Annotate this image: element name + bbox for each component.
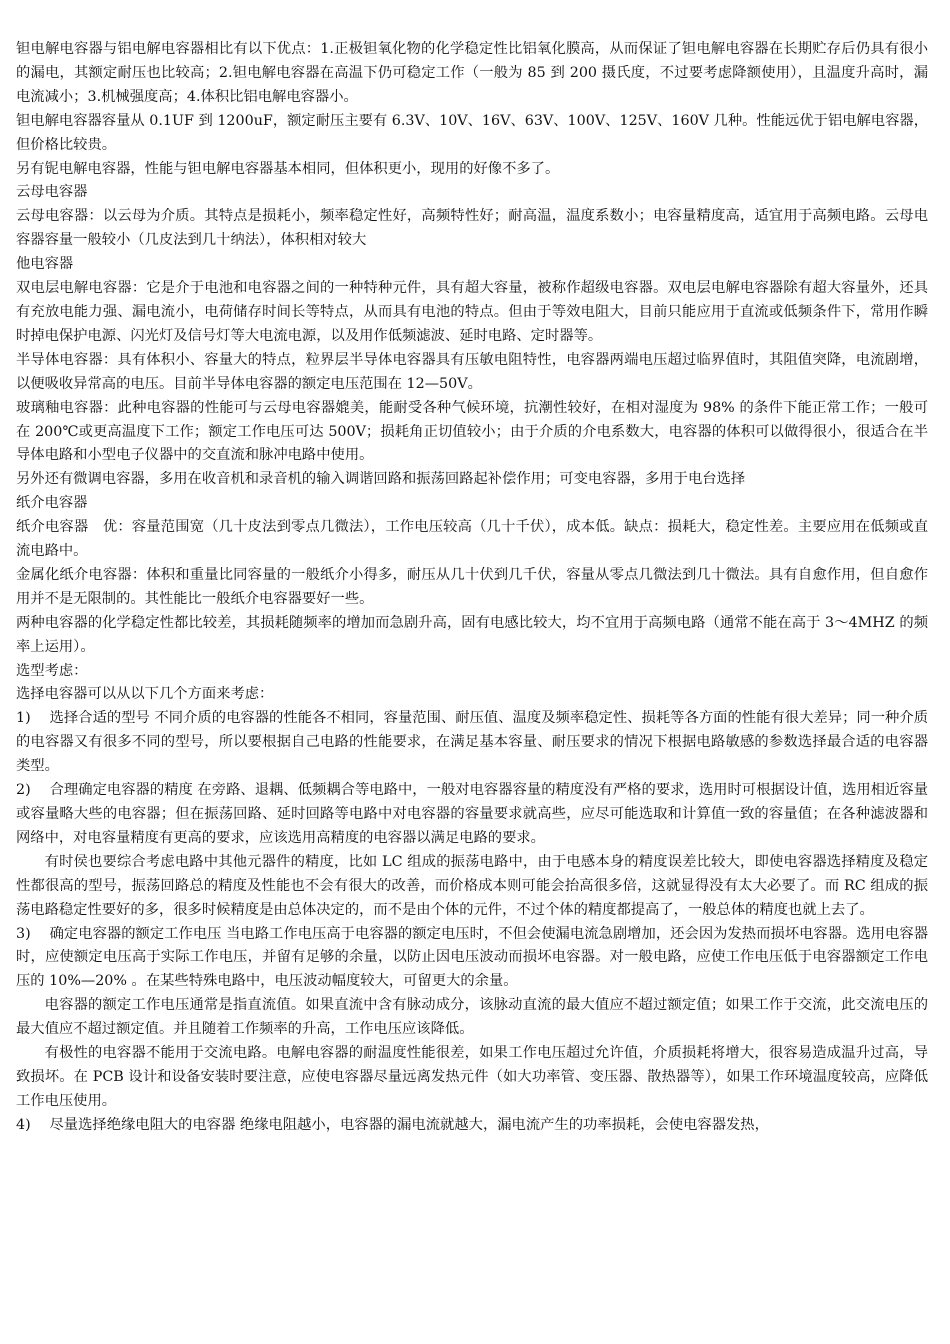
paragraph: 双电层电解电容器：它是介于电池和电容器之间的一种特种元件，具有超大容量，被称作超级电容器。双电层电解电容器除有超大容量外，还具有充放电能力强、漏电流小，电荷储存时间长等特点，从而具有电池的特点。但由于等效电阻大，目前只能应用于直流或低频条件下，常用作瞬时掉电保护电源、闪光灯及信号灯等大电流电源，以及用作低频滤波、延时电路、定时器等。 bbox=[16, 280, 928, 344]
paragraph: 有极性的电容器不能用于交流电路。电解电容器的耐温度性能很差，如果工作电压超过允许值，介质损耗将增大，很容易造成温升过高，导致损坏。在 PCB 设计和设备安装时要注意，应使电容器尽量远离发热元件（如大功率管、变压器、散热器等），如果工作环境温度较高，应降低工作电压使用。 bbox=[16, 1045, 928, 1109]
paragraph: 钽电解电容器与铝电解电容器相比有以下优点：1.正极钽氧化物的化学稳定性比铝氧化膜高，从而保证了钽电解电容器在长期贮存后仍具有很小的漏电，其额定耐压也比较高；2.钽电解电容器在高温下仍可稳定工作（一般为 85 到 200 摄氏度，不过要考虑降额使用），且温度升高时，漏电流减小；3.机械强度高；4.体积比铝电解电容器小。 bbox=[16, 41, 928, 105]
paragraph: 纸介电容器 优：容量范围宽（几十皮法到零点几微法），工作电压较高（几十千伏），成本低。缺点：损耗大，稳定性差。主要应用在低频或直流电路中。 bbox=[16, 519, 928, 560]
paragraph: 另外还有微调电容器，多用在收音机和录音机的输入调谐回路和振荡回路起补偿作用；可变电容器，多用于电台选择 bbox=[16, 471, 746, 488]
paragraph: 1) 选择合适的型号 不同介质的电容器的性能各不相同，容量范围、耐压值、温度及频率稳定性、损耗等各方面的性能有很大差异；同一种介质的电容器又有很多不同的型号，所以要根据自己电路的性能要求，在满足基本容量、耐压要求的情况下根据电路敏感的参数选择最合适的电容器类型。 bbox=[16, 710, 928, 775]
paragraph: 两种电容器的化学稳定性都比较差，其损耗随频率的增加而急剧升高，固有电感比较大，均不宜用于高频电路（通常不能在高于 3～4MHZ 的频率上运用）。 bbox=[16, 614, 928, 655]
paragraph: 金属化纸介电容器：体积和重量比同容量的一般纸介小得多，耐压从几十伏到几千伏，容量从零点几微法到几十微法。具有自愈作用，但自愈作用并不是无限制的。其性能比一般纸介电容器要好一些。 bbox=[16, 566, 928, 607]
document-body bbox=[16, 38, 928, 1138]
paragraph: 选择电容器可以从以下几个方面来考虑： bbox=[16, 686, 274, 703]
paragraph: 3) 确定电容器的额定工作电压 当电路工作电压高于电容器的额定电压时，不但会使漏电流急剧增加，还会因为发热而损坏电容器。选用电容器时，应使额定电压高于实际工作电压，并留有足够的余量，以防止因电压波动而损坏电容器。对一般电路，应使工作电压低于电容器额定工作电压的 10%—20% 。在某些特殊电路中，电压波动幅度较大，可留更大的余量。 bbox=[16, 925, 928, 990]
paragraph: 钽电解电容器容量从 0.1UF 到 1200uF，额定耐压主要有 6.3V、10V、16V、63V、100V、125V、160V 几种。性能远优于铝电解电容器，但价格比较贵。 bbox=[16, 112, 928, 153]
paragraph: 玻璃釉电容器：此种电容器的性能可与云母电容器媲美，能耐受各种气候环境，抗潮性较好，在相对湿度为 98% 的条件下能正常工作；一般可在 200℃或更高温度下工作；额定工作电压可达 500V；损耗角正切值较小；由于介质的介电系数大，电容器的体积可以做得很小，很适合在半导体电路和小型电子仪器中的交直流和脉冲电路中使用。 bbox=[16, 399, 928, 464]
paragraph: 有时侯也要综合考虑电路中其他元器件的精度，比如 LC 组成的振荡电路中，由于电感本身的精度误差比较大，即使电容器选择精度及稳定性都很高的型号，振荡回路总的精度及性能也不会有很大的改善，而价格成本则可能会抬高很多倍，这就显得没有太大必要了。而 RC 组成的振荡电路稳定性要好的多，很多时候精度是由总体决定的，而不是由个体的元件，不过个体的精度都提高了，一般总体的精度也就上去了。 bbox=[16, 853, 928, 918]
paragraph: 他电容器 bbox=[16, 256, 74, 273]
paragraph: 2) 合理确定电容器的精度 在旁路、退耦、低频耦合等电路中，一般对电容器容量的精度没有严格的要求，选用时可根据设计值，选用相近容量或容量略大些的电容器；但在振荡回路、延时回路等电路中对电容器的容量要求就高些，应尽可能选取和计算值一致的容量值；在各种滤波器和网络中，对电容量精度有更高的要求，应该选用高精度的电容器以满足电路的要求。 bbox=[16, 782, 928, 846]
paragraph: 另有铌电解电容器，性能与钽电解电容器基本相同，但体积更小，现用的好像不多了。 bbox=[16, 160, 560, 177]
paragraph: 云母电容器：以云母为介质。其特点是损耗小，频率稳定性好，高频特性好；耐高温，温度系数小；电容量精度高，适宜用于高频电路。云母电容器容量一般较小（几皮法到几十纳法），体积相对较大 bbox=[16, 208, 928, 249]
paragraph: 纸介电容器 bbox=[16, 495, 88, 512]
paragraph: 选型考虑： bbox=[16, 662, 88, 679]
paragraph: 云母电容器 bbox=[16, 184, 88, 201]
paragraph: 电容器的额定工作电压通常是指直流值。如果直流中含有脉动成分，该脉动直流的最大值应不超过额定值；如果工作于交流，此交流电压的最大值应不超过额定值。并且随着工作频率的升高，工作电压应该降低。 bbox=[16, 997, 928, 1038]
paragraph: 4) 尽量选择绝缘电阻大的电容器 绝缘电阻越小，电容器的漏电流就越大，漏电流产生的功率损耗，会使电容器发热， bbox=[16, 1116, 769, 1133]
paragraph: 半导体电容器：具有体积小、容量大的特点，粒界层半导体电容器具有压敏电阻特性，电容器两端电压超过临界值时，其阻值突降，电流剧增，以便吸收异常高的电压。目前半导体电容器的额定电压范围在 12—50V。 bbox=[16, 351, 928, 392]
